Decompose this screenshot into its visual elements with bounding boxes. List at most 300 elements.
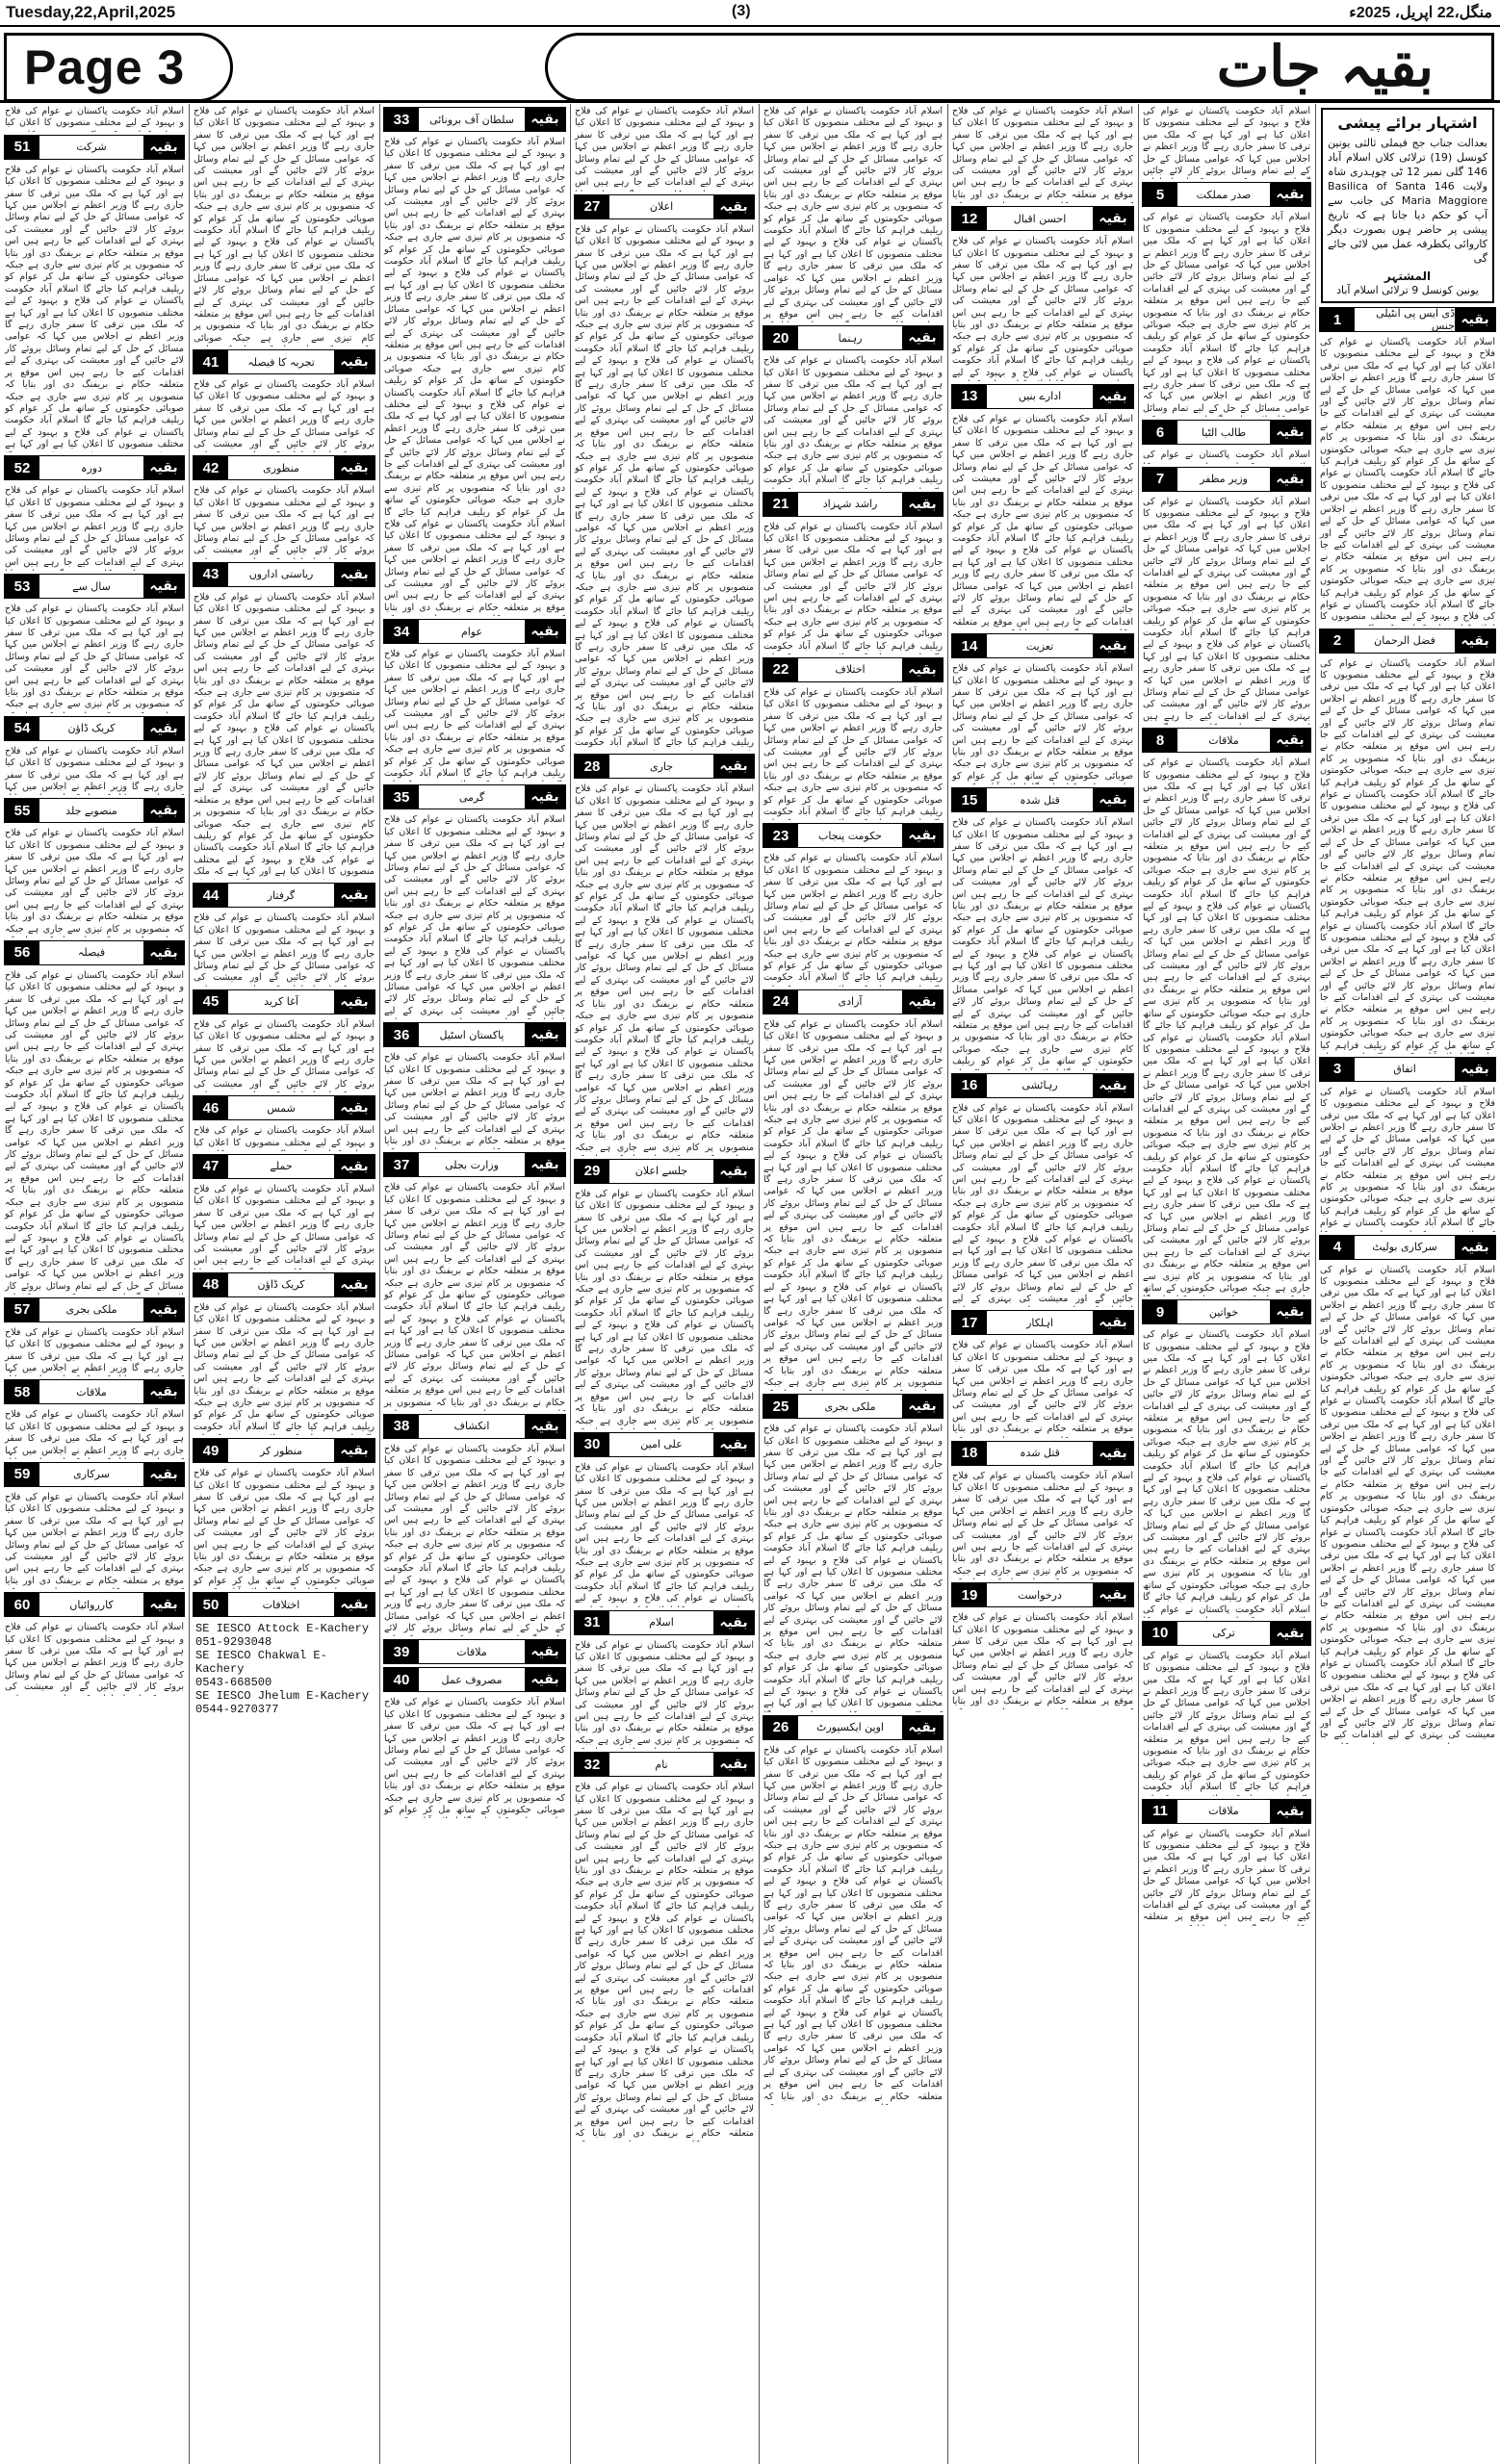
header-baqiya: بقیہ — [1270, 421, 1310, 444]
header-number: 3 — [1320, 1058, 1355, 1081]
header-baqiya: بقیہ — [713, 1753, 754, 1776]
header-number: 12 — [952, 207, 987, 230]
continuation-header-15 — [951, 787, 1134, 812]
header-baqiya: بقیہ — [525, 1153, 565, 1176]
header-baqiya: بقیہ — [1270, 183, 1310, 206]
header-title: گرفتار — [267, 888, 296, 902]
header-baqiya: بقیہ — [143, 1593, 184, 1616]
header-number: 14 — [952, 634, 987, 657]
page-label: Page 3 — [24, 40, 186, 94]
continuation-header-35 — [383, 784, 566, 809]
story-text: اسلام آباد حکومت پاکستان نے عوام کی فلاح و بہبود کے لیے مختلف منصوبوں کا اعلان کیا ہے اور کہا ہے کہ ملک میں ترقی کا سفر جاری رہے گا وزیر اعظم نے اجلاس میں کہا — [5, 1409, 184, 1456]
header-title: گرمی — [458, 790, 485, 804]
header-baqiya: بقیہ — [143, 575, 184, 598]
header-baqiya: بقیہ — [143, 136, 184, 159]
header-title: اعلان — [649, 200, 674, 214]
header-title: ملاقات — [1208, 1805, 1239, 1818]
story-text: اسلام آباد حکومت پاکستان نے عوام کی فلاح و بہبود کے لیے مختلف منصوبوں کا اعلان کیا ہے اور کہا ہے کہ ملک میں ترقی کا سفر جاری رہے گا وزیر اعظم نے اجلاس میں کہا کہ عوامی مسائل کے حل کے لیے تمام وسائل بروئے کار لائے جائیں گے اور معیشت کی بہتری کے لیے اقدامات کیے جا رہے ہیں اس موقع پر متعلقہ حکام نے بریفنگ دی اور بتایا کہ منصوبوں پر کام تیزی سے جاری ہے جبکہ صوبائی حکومتوں کے ساتھ مل کر عوام کو ریلیف فراہم کیا جائے گا اسلام آباد حکومت پاکستان نے عوام کی فلاح و بہبود کے لیے مختلف منصوبوں کا اعلان کیا ہے اور کہا ہے کہ ملک میں ترقی کا سفر جاری رہے گا وزیر اعظم نے اجلاس میں کہا کہ عوامی مسائل کے حل کے لیے تمام وسائل بروئے کار لائے جائیں گے اور معیشت کی بہتری کے لیے اقدامات کیے جا رہے ہیں اس موقع پر متعلقہ حکام نے بریفنگ دی اور بتایا کہ منصوبوں پر کام تیزی سے جاری ہے جبکہ صوبائی حکومتوں کے ساتھ مل کر عوام کو ریلیف فراہم کیا جائے گا اسلام آباد حکومت پاکستان نے عوام کی فلاح و بہبود کے لیے مختلف منصوبوں کا اعلان کیا ہے اور کہا ہے کہ ملک میں ترقی کا سفر جاری رہے گا وزیر اعظم نے اجلاس میں کہا کہ عوامی مسائل کے حل کے لیے تمام وسائل بروئے کار لائے جائیں گے اور معیشت کی بہتری کے لیے اقدامات کیے جا رہے ہیں اس موقع پر متعلقہ حکام نے بریفنگ دی اور بتایا کہ منصوبوں پر کام تیزی سے جاری ہے جبکہ — [763, 1018, 943, 1388]
continuation-header-19 — [951, 1582, 1134, 1607]
continuation-header-34 — [383, 619, 566, 644]
continuation-header-39 — [383, 1639, 566, 1664]
ad-signature: المشتہر — [1384, 270, 1432, 283]
continuation-header-25 — [763, 1394, 944, 1419]
header-baqiya: بقیہ — [902, 658, 943, 681]
column-6 — [381, 104, 568, 2464]
header-number: 44 — [194, 884, 228, 907]
header-baqiya: بقیہ — [713, 1611, 754, 1634]
story-text: اسلام آباد حکومت پاکستان نے عوام کی فلاح و بہبود کے لیے مختلف منصوبوں کا اعلان کیا ہے اور کہا ہے کہ ملک میں ترقی کا سفر جاری رہے گا وزیر اعظم نے اجلاس میں کہا کہ عوامی مسائل کے حل کے لیے تمام وسائل بروئے کار لائے جائیں گے اور معیشت کی بہتری کے لیے اقدامات کیے جا رہے ہیں اس موقع پر متعلقہ حکام نے بریفنگ دی اور بتایا کہ منصوبوں پر کام تیزی سے جاری ہے جبکہ صوبائی حکومتوں کے ساتھ مل کر عوام کو — [194, 1468, 375, 1586]
continuation-header-16 — [951, 1073, 1134, 1098]
header-title: جاری — [649, 759, 674, 773]
header-number: 18 — [952, 1442, 987, 1465]
header-title: علی امین — [640, 1438, 683, 1451]
story-text: اسلام آباد حکومت پاکستان نے عوام کی فلاح و بہبود کے لیے مختلف منصوبوں کا اعلان کیا ہے اور کہا ہے کہ ملک میں ترقی کا سفر جاری رہے گا وزیر اعظم نے اجلاس میں کہا کہ عوامی مسائل کے حل کے لیے تمام وسائل بروئے کار لائے جائیں گے اور معیشت کی بہتری کے لیے اقدامات کیے جا رہے ہیں اس موقع پر متعلقہ — [1143, 1828, 1310, 1923]
continuation-header-49 — [193, 1438, 375, 1463]
continuation-header-45 — [193, 989, 375, 1014]
header-number: 60 — [5, 1593, 39, 1616]
continuation-header-20 — [763, 325, 944, 350]
header-number: 56 — [5, 941, 39, 964]
header-number: 1 — [1320, 308, 1355, 331]
header-title: آزادی — [838, 995, 863, 1009]
intro-text: اسلام آباد حکومت پاکستان نے عوام کی فلاح و بہبود کے لیے مختلف منصوبوں کا اعلان کیا ہے اور کہا ہے کہ ملک میں ترقی کا سفر جاری رہے گا وزیر اعظم نے اجلاس میں کہا کہ عوامی مسائل کے حل کے لیے تمام وسائل بروئے کار لائے جائیں گے اور معیشت کی بہتری کے لیے اقدامات کیے جا رہے ہیں اس موقع پر متعلقہ حکام نے بریفنگ دی اور بتایا کہ منصوبوں پر کام تیزی سے جاری ہے جبکہ صوبائی حکومتوں کے ساتھ مل کر عوام کو ریلیف فراہم کیا جائے گا اسلام آباد حکومت پاکستان نے عوام کی فلاح و بہبود کے لیے مختلف منصوبوں کا اعلان کیا ہے اور کہا ہے کہ ملک میں ترقی کا سفر جاری رہے گا وزیر اعظم نے اجلاس میں کہا کہ عوامی مسائل کے حل کے لیے تمام وسائل بروئے کار لائے جائیں گے اور معیشت کی بہتری کے لیے اقدامات کیے جا رہے ہیں اس موقع پر — [763, 106, 943, 320]
header-title: ملاقات — [76, 1385, 107, 1399]
column-rule — [189, 104, 190, 2464]
columns-area — [0, 104, 1500, 2464]
continuation-header-7 — [1142, 467, 1311, 492]
story-text: اسلام آباد حکومت پاکستان نے عوام کی فلاح و بہبود کے لیے مختلف منصوبوں کا اعلان کیا ہے اور کہا ہے کہ ملک میں ترقی کا سفر جاری رہے گا وزیر اعظم نے اجلاس میں کہا کہ عوامی مسائل کے حل کے لیے تمام وسائل بروئے کار لائے جائیں گے اور معیشت کی بہتری کے لیے اقدامات کیے جا رہے ہیں اس موقع پر متعلقہ حکام نے بریفنگ دی اور بتایا کہ منصوبوں پر کام تیزی سے جاری ہے جبکہ صوبائی حکومتوں کے ساتھ مل کر عوام کو ریلیف فراہم کیا جائے گا اسلام آباد حکومت پاکستان نے عوام کی فلاح و بہبود کے لیے — [952, 236, 1133, 378]
continuation-header-4 — [1319, 1235, 1496, 1260]
continuation-header-29 — [574, 1159, 755, 1184]
title-box — [545, 33, 1494, 102]
story-text: اسلام آباد حکومت پاکستان نے عوام کی فلاح و بہبود کے لیے مختلف منصوبوں کا اعلان کیا ہے اور کہا ہے کہ ملک میں ترقی کا سفر جاری رہے گا وزیر اعظم نے اجلاس میں کہا کہ عوامی مسائل کے حل کے لیے تمام وسائل بروئے کار لائے جائیں گے اور معیشت کی بہتری کے لیے اقدامات کیے جا رہے ہیں اس موقع پر متعلقہ حکام نے بریفنگ دی اور بتایا کہ منصوبوں پر کام تیزی سے جاری ہے جبکہ صوبائی حکومتوں کے ساتھ مل کر عوام کو ریلیف فراہم کیا جائے گا اسلام آباد حکومت پاکستان نے عوام کی فلاح و بہبود کے لیے مختلف منصوبوں کا اعلان کیا ہے اور کہا ہے کہ ملک میں ترقی کا سفر جاری رہے گا وزیر اعظم نے اجلاس میں کہا کہ عوامی مسائل کے حل کے لیے تمام وسائل بروئے کار لائے جائیں گے اور معیشت کی بہتری کے لیے اقدامات کیے جا رہے ہیں اس موقع پر متعلقہ حکام نے بریفنگ دی اور بتایا کہ منصوبوں پر کام تیزی سے جاری ہے جبکہ صوبائی حکومتوں کے ساتھ مل کر عوام کو ریلیف فراہم کیا جائے گا اسلام آباد حکومت پاکستان نے عوام کی فلاح و بہبود کے لیے مختلف منصوبوں کا اعلان کیا ہے اور کہا ہے کہ ملک میں ترقی کا سفر جاری رہے گا وزیر اعظم نے اجلاس میں کہا کہ عوامی مسائل کے حل کے لیے تمام وسائل بروئے کار لائے جائیں گے اور معیشت کی بہتری کے لیے اقدامات کیے جا رہے ہیں اس موقع پر متعلقہ حکام نے بریفنگ دی اور بتایا کہ منصوبوں پر کام تیزی سے جاری ہے جبکہ صوبائی حکومتوں کے ساتھ مل کر عوام کو ریلیف فراہم کیا جائے گا اسلام آباد حکومت پاکستان نے عوام کی فلاح و بہبود کے لیے مختلف منصوبوں کا اعلان کیا ہے اور کہا ہے کہ ملک میں ترقی کا سفر جاری رہے گا وزیر اعظم نے اجلاس میں کہا کہ عوامی مسائل کے حل کے لیے تمام وسائل بروئے کار لائے جائیں گے اور معیشت کی بہتری کے لیے اقدامات کیے جا رہے ہیں اس موقع پر متعلقہ حکام نے بریفنگ دی اور بتایا — [384, 137, 565, 613]
header-number: 25 — [763, 1395, 798, 1418]
header-title: منظوری — [263, 461, 299, 475]
header-title: شمس — [267, 1101, 296, 1115]
masthead-rule — [0, 100, 1500, 103]
header-baqiya: بقیہ — [1270, 1300, 1310, 1323]
header-title: جلسے اعلان — [634, 1165, 688, 1178]
court-notice-ad — [1321, 108, 1494, 303]
header-baqiya: بقیہ — [334, 1155, 375, 1178]
header-baqiya: بقیہ — [1093, 207, 1133, 230]
continuation-header-18 — [951, 1441, 1134, 1466]
header-baqiya: بقیہ — [1270, 1800, 1310, 1823]
continuation-header-60 — [4, 1592, 185, 1617]
story-text: اسلام آباد حکومت پاکستان نے عوام کی فلاح و بہبود کے لیے مختلف منصوبوں کا اعلان کیا ہے اور کہا ہے کہ ملک میں ترقی کا سفر جاری رہے گا وزیر اعظم نے اجلاس میں کہا کہ عوامی مسائل کے حل کے لیے تمام وسائل بروئے کار لائے جائیں گے اور معیشت کی بہتری کے لیے اقدامات کیے جا رہے ہیں اس موقع پر متعلقہ حکام نے بریفنگ دی اور بتایا کہ منصوبوں پر کام تیزی سے جاری ہے جبکہ صوبائی حکومتوں کے ساتھ مل کر عوام کو ریلیف فراہم کیا جائے گا اسلام آباد حکومت پاکستان نے عوام — [1320, 1086, 1495, 1229]
header-number: 51 — [5, 136, 39, 159]
story-text: اسلام آباد حکومت پاکستان نے عوام کی فلاح و بہبود کے لیے مختلف منصوبوں کا اعلان کیا ہے اور کہا ہے کہ ملک میں ترقی کا سفر جاری رہے گا وزیر اعظم نے اجلاس میں کہا کہ عوامی مسائل کے حل کے لیے تمام وسائل بروئے کار لائے جائیں گے اور معیشت کی بہتری کے لیے اقدامات کیے جا رہے ہیں اس موقع پر متعلقہ حکام نے بریفنگ دی اور بتایا کہ منصوبوں پر کام تیزی سے جاری ہے جبکہ صوبائی حکومتوں کے ساتھ مل کر عوام کو ریلیف فراہم کیا جائے گا اسلام آباد حکومت پاکستان نے عوام کی فلاح و بہبود کے لیے مختلف منصوبوں کا اعلان کیا ہے اور کہا ہے کہ ملک میں ترقی کا سفر جاری رہے گا وزیر اعظم نے اجلاس میں کہا کہ عوامی مسائل کے حل کے لیے تمام وسائل بروئے کار لائے جائیں گے اور معیشت کی بہتری کے لیے اقدامات کیے جا رہے ہیں اس موقع پر متعلقہ حکام نے بریفنگ دی اور بتایا کہ منصوبوں پر کام تیزی سے جاری ہے جبکہ صوبائی حکومتوں کے ساتھ مل کر عوام کو ریلیف فراہم کیا جائے گا اسلام آباد حکومت پاکستان نے عوام کی فلاح و بہبود کے لیے مختلف منصوبوں کا اعلان کیا ہے اور کہا ہے کہ ملک میں ترقی کا سفر جاری رہے گا وزیر اعظم نے اجلاس میں کہا کہ عوامی مسائل کے حل کے لیے تمام وسائل بروئے کار لائے جائیں گے اور معیشت کی بہتری کے لیے اقدامات کیے جا رہے ہیں اس موقع پر متعلقہ حکام نے بریفنگ دی اور بتایا کہ منصوبوں پر کام تیزی سے جاری ہے جبکہ صوبائی حکومتوں کے ساتھ مل کر عوام کو ریلیف فراہم کیا جائے گا اسلام آباد حکومت پاکستان نے عوام کی فلاح و بہبود کے لیے مختلف منصوبوں کا اعلان کیا ہے اور کہا ہے کہ ملک میں ترقی کا سفر جاری رہے گا وزیر اعظم نے اجلاس میں کہا کہ عوامی مسائل کے حل کے لیے تمام وسائل بروئے کار لائے جائیں گے اور معیشت کی بہتری کے لیے اقدامات کیے جا — [1320, 1264, 1495, 1741]
continuation-header-57 — [4, 1297, 185, 1322]
header-title: انکشاف — [453, 1420, 490, 1433]
header-title: ادارے بنیں — [1018, 390, 1062, 403]
header-baqiya: بقیہ — [1270, 1622, 1310, 1645]
continuation-header-54 — [4, 716, 185, 741]
header-title: ملاقات — [456, 1645, 487, 1658]
column-8 — [2, 104, 187, 2464]
story-text: اسلام آباد حکومت پاکستان نے عوام کی فلاح و بہبود کے لیے مختلف منصوبوں کا اعلان کیا ہے اور کہا ہے کہ ملک میں ترقی کا سفر جاری رہے گا وزیر اعظم نے اجلاس میں کہا کہ عوامی مسائل کے حل کے لیے تمام وسائل بروئے کار لائے جائیں گے اور معیشت کی بہتری کے لیے اقدامات کیے جا رہے ہیں اس موقع پر متعلقہ حکام نے بریفنگ دی اور بتایا کہ منصوبوں پر کام تیزی سے جاری ہے جبکہ صوبائی حکومتوں کے ساتھ مل کر عوام کو ریلیف فراہم کیا جائے گا اسلام آباد حکومت پاکستان نے عوام کی فلاح و بہبود کے لیے مختلف منصوبوں کا اعلان کیا ہے اور کہا ہے کہ ملک میں ترقی کا سفر جاری رہے گا وزیر اعظم نے اجلاس میں کہا کہ عوامی مسائل کے حل کے لیے تمام وسائل بروئے کار لائے جائیں گے اور معیشت کی بہتری کے لیے اقدامات کیے جا رہے ہیں — [1143, 496, 1310, 722]
continuation-header-37 — [383, 1152, 566, 1177]
header-baqiya: بقیہ — [334, 350, 375, 373]
header-title: اوپن ایکسپورٹ — [816, 1721, 884, 1734]
header-number: 43 — [194, 563, 228, 586]
header-title: کریک ڈاؤن — [67, 722, 116, 735]
header-baqiya: بقیہ — [1093, 788, 1133, 811]
story-text: اسلام آباد حکومت پاکستان نے عوام کی فلاح و بہبود کے لیے مختلف منصوبوں کا اعلان کیا ہے اور کہا ہے کہ ملک میں ترقی کا سفر جاری رہے گا وزیر اعظم نے اجلاس میں کہا کہ عوامی مسائل کے حل کے لیے تمام وسائل بروئے کار لائے جائیں گے اور معیشت کی بہتری کے لیے اقدامات کیے جا رہے ہیں اس موقع پر متعلقہ حکام نے بریفنگ دی اور بتایا کہ منصوبوں پر کام تیزی سے جاری ہے جبکہ — [5, 603, 184, 710]
header-number: 7 — [1143, 468, 1177, 491]
header-number: 47 — [194, 1155, 228, 1178]
story-text: اسلام آباد حکومت پاکستان نے عوام کی فلاح و بہبود کے لیے مختلف منصوبوں کا اعلان کیا ہے اور کہا ہے کہ ملک میں ترقی کا سفر جاری رہے گا وزیر اعظم نے اجلاس میں کہا کہ عوامی مسائل کے حل کے لیے تمام وسائل بروئے کار لائے جائیں گے اور معیشت کی بہتری کے لیے اقدامات کیے جا رہے ہیں اس موقع پر متعلقہ حکام نے بریفنگ دی اور بتایا کہ منصوبوں پر کام تیزی سے جاری ہے جبکہ صوبائی حکومتوں کے ساتھ مل کر عوام کو ریلیف فراہم کیا جائے گا اسلام آباد حکومت پاکستان نے عوام کی فلاح و بہبود کے لیے مختلف منصوبوں کا اعلان کیا ہے اور کہا ہے کہ ملک میں ترقی کا سفر جاری رہے گا وزیر اعظم نے اجلاس میں کہا کہ عوامی مسائل کے حل کے لیے تمام وسائل بروئے کار لائے جائیں گے اور معیشت کی بہتری کے لیے — [384, 814, 565, 1016]
continuation-header-43 — [193, 562, 375, 587]
story-text: اسلام آباد حکومت پاکستان نے عوام کی فلاح و بہبود کے لیے مختلف منصوبوں کا اعلان کیا ہے اور کہا ہے کہ ملک میں ترقی کا سفر جاری رہے گا وزیر اعظم نے اجلاس میں کہا کہ عوامی مسائل کے حل کے لیے تمام وسائل بروئے کار لائے جائیں گے اور معیشت کی بہتری کے لیے اقدامات کیے جا رہے ہیں اس موقع پر متعلقہ حکام نے بریفنگ دی اور بتایا کہ منصوبوں پر کام تیزی سے جاری ہے جبکہ صوبائی حکومتوں کے ساتھ مل کر عوام کو ریلیف فراہم کیا جائے گا اسلام آباد حکومت — [194, 1301, 375, 1432]
continuation-header-51 — [4, 135, 185, 160]
story-text: اسلام آباد حکومت پاکستان نے عوام کی فلاح و بہبود کے لیے مختلف منصوبوں کا اعلان کیا ہے اور کہا ہے کہ ملک میں ترقی کا سفر جاری رہے گا وزیر اعظم نے اجلاس میں کہا کہ عوامی مسائل کے حل کے لیے تمام وسائل بروئے کار لائے جائیں گے اور معیشت کی بہتری کے لیے اقدامات کیے جا رہے ہیں اس موقع پر متعلقہ حکام نے بریفنگ دی اور بتایا کہ منصوبوں پر کام تیزی سے جاری ہے جبکہ صوبائی حکومتوں کے ساتھ مل کر عوام کو ریلیف فراہم کیا جائے گا اسلام آباد حکومت پاکستان نے عوام کی فلاح و بہبود کے لیے مختلف منصوبوں کا اعلان کیا ہے اور کہا ہے کہ ملک میں ترقی کا سفر جاری رہے گا وزیر اعظم نے اجلاس میں کہا کہ عوامی مسائل کے حل کے لیے تمام وسائل بروئے کار لائے جائیں گے اور معیشت کی بہتری کے لیے اقدامات کیے جا رہے ہیں اس موقع پر متعلقہ حکام نے بریفنگ دی اور بتایا کہ منصوبوں پر کام تیزی سے جاری ہے جبکہ صوبائی حکومتوں کے ساتھ مل کر عوام کو ریلیف فراہم کیا جائے گا اسلام آباد حکومت پاکستان نے عوام کی فلاح و بہبود کے لیے مختلف منصوبوں کا اعلان کیا ہے اور کہا ہے کہ ملک میں ترقی کا سفر جاری رہے گا وزیر اعظم نے اجلاس میں کہا کہ عوامی مسائل کے حل کے لیے تمام وسائل بروئے کار — [5, 969, 184, 1292]
header-number: 8 — [1143, 729, 1177, 752]
story-text: اسلام آباد حکومت پاکستان نے عوام کی فلاح و بہبود کے لیے مختلف منصوبوں کا اعلان کیا ہے اور کہا ہے کہ ملک میں ترقی کا سفر جاری رہے گا وزیر اعظم نے اجلاس میں کہا کہ عوامی مسائل کے حل کے لیے تمام وسائل بروئے کار لائے جائیں گے اور معیشت کی بہتری کے لیے اقدامات کیے جا رہے ہیں اس موقع پر متعلقہ حکام نے بریفنگ دی اور بتایا کہ منصوبوں پر کام تیزی سے جاری ہے جبکہ صوبائی حکومتوں کے ساتھ مل کر عوام کو ریلیف فراہم کیا جائے گا اسلام آباد حکومت پاکستان نے عوام کی فلاح و بہبود کے لیے مختلف منصوبوں کا اعلان کیا ہے اور کہا ہے کہ ملک میں ترقی کا سفر جاری رہے گا وزیر اعظم نے اجلاس میں کہا کہ عوامی مسائل کے حل کے لیے تمام وسائل بروئے کار لائے جائیں گے اور معیشت کی بہتری کے لیے — [952, 1102, 1133, 1305]
header-number: 33 — [384, 108, 419, 131]
header-baqiya: بقیہ — [143, 1298, 184, 1322]
column-rule — [947, 104, 948, 2464]
ekachery-list — [194, 1620, 375, 1718]
column-rule — [570, 104, 571, 2464]
story-text: اسلام آباد حکومت پاکستان نے عوام کی فلاح و بہبود کے لیے مختلف منصوبوں کا اعلان کیا ہے اور کہا ہے کہ ملک میں ترقی کا سفر جاری رہے گا وزیر اعظم نے اجلاس میں کہا کہ عوامی مسائل کے حل کے لیے تمام وسائل بروئے کار لائے جائیں گے اور معیشت کی بہتری کے لیے اقدامات کیے جا رہے ہیں اس موقع پر متعلقہ حکام نے بریفنگ دی اور بتایا کہ منصوبوں پر کام تیزی سے جاری ہے جبکہ صوبائی حکومتوں کے ساتھ مل کر عوام کو ریلیف فراہم کیا جائے گا اسلام آباد حکومت پاکستان نے عوام کی فلاح و بہبود کے لیے — [575, 1461, 754, 1604]
column-3 — [949, 104, 1136, 2464]
header-number: 52 — [5, 456, 39, 479]
story-text: اسلام آباد حکومت پاکستان نے عوام کی فلاح و بہبود کے لیے مختلف منصوبوں کا اعلان کیا ہے اور کہا ہے کہ ملک میں ترقی کا سفر جاری رہے گا وزیر اعظم نے اجلاس میں کہا کہ عوامی مسائل کے حل کے لیے تمام وسائل بروئے کار لائے جائیں گے اور معیشت کی بہتری کے لیے اقدامات کیے جا رہے ہیں اس موقع پر متعلقہ حکام نے بریفنگ دی اور بتایا کہ منصوبوں پر کام تیزی سے جاری ہے جبکہ صوبائی حکومتوں کے ساتھ مل کر عوام کو ریلیف فراہم کیا جائے گا اسلام آباد حکومت — [763, 355, 943, 486]
story-text: اسلام آباد حکومت پاکستان نے عوام کی فلاح و بہبود کے لیے مختلف منصوبوں کا اعلان کیا ہے اور کہا ہے کہ ملک میں ترقی کا سفر جاری رہے گا وزیر اعظم نے اجلاس میں کہا کہ عوامی مسائل کے حل کے لیے تمام وسائل بروئے کار لائے جائیں گے اور معیشت کی بہتری کے لیے اقدامات کیے جا رہے ہیں اس موقع پر متعلقہ حکام نے بریفنگ دی اور بتایا کہ منصوبوں پر کام تیزی سے جاری ہے جبکہ صوبائی حکومتوں کے ساتھ مل کر عوام کو ریلیف فراہم کیا جائے گا اسلام آباد حکومت پاکستان نے عوام کی فلاح و بہبود کے لیے مختلف منصوبوں کا اعلان کیا ہے اور کہا ہے کہ ملک میں ترقی کا سفر جاری رہے گا وزیر اعظم نے اجلاس میں کہا کہ عوامی مسائل کے حل کے لیے تمام وسائل بروئے کار لائے جائیں گے اور معیشت کی بہتری کے لیے اقدامات کیے جا رہے ہیں اس موقع پر متعلقہ حکام نے بریفنگ دی اور بتایا کہ منصوبوں پر کام تیزی سے جاری ہے جبکہ صوبائی حکومتوں کے ساتھ مل کر عوام کو ریلیف فراہم کیا جائے گا اسلام آباد حکومت پاکستان نے عوام کی — [1143, 1329, 1310, 1615]
header-title: رہنما — [838, 331, 863, 345]
story-text: اسلام آباد حکومت پاکستان نے عوام کی فلاح و بہبود کے لیے مختلف منصوبوں کا اعلان کیا ہے اور کہا ہے کہ ملک میں ترقی کا سفر جاری رہے گا وزیر اعظم نے اجلاس میں کہا کہ عوامی مسائل کے حل کے لیے تمام وسائل بروئے کار لائے جائیں گے اور معیشت کی بہتری کے لیے اقدامات کیے جا رہے ہیں اس موقع پر متعلقہ حکام نے بریفنگ دی اور بتایا کہ منصوبوں پر کام تیزی سے جاری ہے جبکہ صوبائی حکومتوں کے ساتھ مل کر عوام کو ریلیف فراہم کیا جائے گا اسلام آباد حکومت — [763, 853, 943, 984]
header-title: طالب الٹیا — [1201, 425, 1247, 439]
header-baqiya: بقیہ — [902, 1395, 943, 1418]
story-text: اسلام آباد حکومت پاکستان نے عوام کی فلاح و بہبود کے لیے مختلف منصوبوں کا اعلان کیا ہے اور کہا ہے کہ ملک میں ترقی کا سفر جاری رہے گا وزیر اعظم نے اجلاس میں کہا کہ عوامی مسائل کے حل کے لیے تمام وسائل بروئے کار لائے جائیں گے اور معیشت کی بہتری کے لیے اقدامات کیے جا رہے ہیں اس موقع پر متعلقہ حکام نے بریفنگ دی اور بتایا کہ منصوبوں پر کام تیزی سے جاری ہے جبکہ صوبائی حکومتوں کے ساتھ مل کر عوام کو — [952, 663, 1133, 782]
continuation-header-41 — [193, 349, 375, 374]
header-number: 54 — [5, 717, 39, 740]
continuation-header-6 — [1142, 420, 1311, 445]
header-title: ملاقات — [1208, 733, 1239, 747]
header-baqiya: بقیہ — [525, 620, 565, 643]
continuation-header-33 — [383, 107, 566, 132]
header-baqiya: بقیہ — [525, 1023, 565, 1046]
story-text: اسلام آباد حکومت پاکستان نے عوام کی فلاح و بہبود کے لیے مختلف منصوبوں کا اعلان کیا ہے اور کہا ہے کہ ملک میں ترقی کا سفر جاری رہے گا وزیر اعظم نے اجلاس میں کہا کہ عوامی مسائل کے حل کے لیے تمام وسائل بروئے کار لائے جائیں گے اور معیشت کی بہتری کے لیے اقدامات کیے جا رہے ہیں اس موقع پر متعلقہ حکام نے بریفنگ دی اور بتایا کہ منصوبوں پر کام تیزی سے جاری ہے جبکہ صوبائی حکومتوں کے ساتھ مل کر عوام کو ریلیف فراہم کیا جائے گا اسلام آباد حکومت پاکستان نے عوام کی فلاح و بہبود کے لیے مختلف منصوبوں کا اعلان کیا ہے اور کہا ہے کہ ملک میں ترقی کا سفر جاری رہے گا وزیر اعظم نے اجلاس میں کہا کہ عوامی مسائل کے حل کے لیے تمام وسائل بروئے کار لائے جائیں گے اور معیشت کی بہتری کے لیے اقدامات کیے جا رہے ہیں اس موقع پر متعلقہ حکام نے بریفنگ دی اور بتایا کہ منصوبوں پر — [384, 1182, 565, 1408]
header-number: 2 — [1320, 629, 1355, 653]
continuation-header-24 — [763, 989, 944, 1014]
story-text: اسلام آباد حکومت پاکستان نے عوام کی فلاح و بہبود کے لیے مختلف منصوبوں کا اعلان کیا ہے اور کہا ہے کہ ملک میں ترقی کا سفر جاری رہے گا وزیر اعظم نے اجلاس میں کہا کہ عوامی مسائل کے حل کے لیے تمام وسائل بروئے کار لائے جائیں گے اور معیشت کی بہتری کے لیے اقدامات کیے جا رہے ہیں اس موقع پر متعلقہ حکام نے بریفنگ دی اور بتایا کہ منصوبوں پر کام تیزی سے جاری ہے جبکہ صوبائی حکومتوں کے ساتھ مل کر عوام کو ریلیف فراہم کیا جائے گا اسلام آباد حکومت پاکستان نے عوام کی فلاح و بہبود کے لیے مختلف منصوبوں کا اعلان کیا ہے اور کہا ہے کہ ملک میں ترقی کا سفر جاری رہے گا وزیر اعظم نے اجلاس میں کہا کہ عوامی مسائل کے حل کے لیے تمام وسائل بروئے کار لائے جائیں گے اور معیشت کی بہتری کے لیے اقدامات کیے جا رہے ہیں اس موقع پر متعلقہ حکام نے بریفنگ دی اور بتایا کہ منصوبوں پر کام تیزی سے جاری ہے جبکہ صوبائی حکومتوں کے ساتھ مل کر عوام کو ریلیف فراہم کیا جائے گا اسلام آباد حکومت پاکستان نے عوام کی فلاح و بہبود کے لیے مختلف منصوبوں کا اعلان کیا ہے اور کہا ہے — [763, 1424, 943, 1709]
header-number: 39 — [384, 1640, 419, 1663]
story-text: اسلام آباد حکومت پاکستان نے عوام کی فلاح و بہبود کے لیے مختلف منصوبوں کا اعلان کیا ہے اور کہا ہے کہ ملک میں ترقی کا سفر جاری رہے گا وزیر اعظم نے اجلاس میں کہا کہ عوامی مسائل کے حل کے لیے تمام وسائل بروئے کار لائے جائیں گے اور معیشت کی بہتری کے لیے اقدامات کیے جا رہے ہیں اس موقع پر متعلقہ حکام نے بریفنگ دی اور بتایا کہ منصوبوں پر کام تیزی سے جاری ہے جبکہ صوبائی حکومتوں کے ساتھ مل کر عوام کو ریلیف فراہم کیا جائے گا اسلام آباد حکومت پاکستان نے عوام کی فلاح و بہبود کے لیے مختلف منصوبوں کا اعلان کیا ہے اور کہا ہے کہ ملک میں ترقی کا سفر جاری رہے گا وزیر اعظم نے اجلاس میں کہا کہ عوامی مسائل کے حل کے لیے تمام وسائل بروئے کار لائے جائیں گے اور معیشت کی بہتری کے لیے اقدامات کیے جا رہے ہیں اس موقع پر متعلقہ حکام نے بریفنگ دی اور بتایا کہ منصوبوں پر کام تیزی سے جاری ہے جبکہ صوبائی حکومتوں کے ساتھ مل کر عوام کو ریلیف فراہم کیا جائے گا اسلام آباد حکومت پاکستان نے عوام کی فلاح و بہبود کے لیے مختلف منصوبوں کا اعلان کیا ہے اور کہا ہے کہ ملک میں ترقی کا سفر جاری رہے گا وزیر اعظم نے اجلاس میں کہا کہ عوامی مسائل کے حل کے لیے تمام وسائل بروئے کار لائے جائیں گے اور معیشت کی بہتری کے لیے اقدامات کیے جا رہے ہیں اس موقع پر متعلقہ حکام نے بریفنگ دی اور بتایا کہ منصوبوں پر کام تیزی سے جاری ہے جبکہ صوبائی حکومتوں کے ساتھ مل کر عوام کو ریلیف فراہم کیا جائے گا اسلام آباد حکومت پاکستان نے عوام کی فلاح و بہبود کے لیے مختلف منصوبوں کا اعلان کیا ہے اور کہا ہے کہ ملک میں ترقی کا سفر جاری رہے گا وزیر اعظم نے اجلاس میں کہا کہ عوامی مسائل کے حل کے لیے تمام وسائل بروئے کار لائے جائیں گے اور معیشت کی بہتری کے لیے اقدامات کیے جا رہے ہیں اس موقع پر متعلقہ حکام نے بریفنگ دی اور بتایا کہ منصوبوں پر کام تیزی سے جاری ہے جبکہ صوبائی حکومتوں کے ساتھ مل کر عوام کو ریلیف فراہم کیا جائے گا اسلام آباد حکومت — [575, 223, 754, 749]
header-number: 34 — [384, 620, 419, 643]
story-text: اسلام آباد حکومت پاکستان نے عوام کی فلاح و بہبود کے لیے مختلف منصوبوں کا اعلان کیا ہے اور کہا ہے کہ ملک میں ترقی کا سفر جاری رہے گا وزیر اعظم نے اجلاس میں کہا کہ عوامی مسائل کے حل کے لیے تمام وسائل بروئے کار لائے جائیں گے اور معیشت کی بہتری کے لیے اقدامات کیے جا رہے ہیں اس موقع پر متعلقہ حکام نے بریفنگ دی اور بتایا — [5, 1491, 184, 1586]
header-title: سال سے — [72, 579, 111, 593]
continuation-header-26 — [763, 1715, 944, 1740]
story-text: اسلام آباد حکومت پاکستان نے عوام کی فلاح و بہبود کے لیے مختلف منصوبوں کا اعلان کیا ہے اور کہا ہے کہ ملک میں ترقی کا سفر جاری رہے گا وزیر اعظم نے اجلاس میں کہا کہ عوامی مسائل کے حل کے لیے تمام وسائل بروئے کار لائے جائیں گے اور معیشت کی بہتری کے لیے اقدامات کیے جا رہے ہیں اس موقع پر متعلقہ حکام نے بریفنگ دی اور بتایا کہ منصوبوں پر کام تیزی سے جاری ہے جبکہ صوبائی حکومتوں کے ساتھ مل کر عوام کو ریلیف فراہم کیا جائے گا اسلام آباد حکومت پاکستان نے عوام کی فلاح و بہبود کے لیے مختلف منصوبوں کا اعلان کیا ہے اور کہا ہے کہ ملک میں ترقی کا سفر جاری رہے گا وزیر اعظم نے اجلاس میں کہا کہ عوامی مسائل کے حل کے لیے تمام وسائل بروئے کار لائے — [384, 1443, 565, 1634]
page-number: (3) — [732, 3, 751, 19]
story-text: اسلام آباد حکومت پاکستان نے عوام کی فلاح و بہبود کے لیے مختلف منصوبوں کا اعلان کیا ہے اور کہا ہے کہ ملک میں ترقی کا سفر جاری رہے گا وزیر اعظم نے اجلاس میں کہا کہ عوامی مسائل کے حل کے لیے تمام وسائل بروئے کار لائے جائیں گے اور معیشت کی بہتری کے لیے اقدامات کیے جا رہے ہیں اس موقع پر متعلقہ حکام نے بریفنگ دی اور بتایا کہ منصوبوں پر کام تیزی سے جاری ہے جبکہ صوبائی حکومتوں کے ساتھ مل کر عوام کو ریلیف فراہم کیا جائے گا اسلام آباد حکومت پاکستان نے عوام کی فلاح و بہبود کے لیے مختلف منصوبوں کا اعلان کیا ہے اور کہا ہے کہ ملک میں ترقی کا سفر جاری رہے گا وزیر اعظم نے اجلاس میں کہا کہ عوامی مسائل کے حل کے لیے تمام وسائل بروئے کار لائے جائیں گے اور معیشت کی بہتری کے لیے اقدامات کیے جا رہے ہیں اس موقع پر متعلقہ حکام نے بریفنگ دی اور بتایا کہ منصوبوں پر کام تیزی سے جاری ہے جبکہ صوبائی حکومتوں کے ساتھ مل کر عوام کو ریلیف فراہم کیا جائے گا اسلام آباد حکومت پاکستان نے عوام کی فلاح و بہبود کے لیے مختلف منصوبوں کا اعلان کیا ہے اور کہا ہے — [5, 164, 184, 450]
story-text: اسلام آباد حکومت پاکستان نے عوام کی فلاح و بہبود کے لیے مختلف منصوبوں کا اعلان کیا ہے اور کہا ہے کہ ملک میں ترقی کا سفر جاری رہے گا وزیر اعظم نے اجلاس میں کہا کہ عوامی مسائل کے حل کے لیے تمام وسائل بروئے کار لائے جائیں گے اور معیشت کی بہتری کے لیے اقدامات کیے جا رہے ہیں اس موقع پر متعلقہ حکام نے بریفنگ دی اور بتایا کہ منصوبوں پر کام تیزی سے جاری ہے جبکہ صوبائی حکومتوں کے ساتھ مل کر عوام کو ریلیف فراہم کیا جائے گا اسلام آباد حکومت پاکستان نے عوام کی فلاح و بہبود کے لیے مختلف منصوبوں کا اعلان کیا ہے اور کہا ہے کہ ملک میں ترقی کا سفر جاری رہے گا وزیر اعظم نے اجلاس میں کہا کہ عوامی مسائل کے حل کے لیے تمام وسائل بروئے کار لائے جائیں گے اور معیشت کی بہتری کے لیے اقدامات کیے جا رہے ہیں اس موقع پر متعلقہ حکام نے بریفنگ دی اور بتایا کہ منصوبوں پر کام تیزی سے جاری ہے جبکہ صوبائی حکومتوں کے ساتھ مل کر عوام کو ریلیف فراہم کیا جائے گا اسلام آباد حکومت پاکستان نے عوام کی فلاح و بہبود کے لیے مختلف منصوبوں کا اعلان کیا ہے اور کہا ہے کہ ملک میں ترقی کا سفر جاری رہے گا وزیر اعظم نے اجلاس میں کہا کہ عوامی مسائل کے حل کے لیے تمام وسائل بروئے کار لائے جائیں گے اور معیشت کی بہتری کے لیے اقدامات کیے جا رہے ہیں اس موقع پر متعلقہ حکام نے بریفنگ دی اور بتایا کہ — [575, 1782, 754, 2139]
column-7 — [191, 104, 377, 2464]
header-title: اتفاق — [1393, 1063, 1416, 1076]
header-title: سرکاری — [73, 1468, 110, 1481]
header-baqiya: بقیہ — [143, 717, 184, 740]
header-title: وزارت بجلی — [445, 1158, 499, 1171]
header-title: سلطان آف برونائی — [429, 113, 514, 126]
top-date-line — [0, 0, 1500, 27]
continuation-header-52 — [4, 455, 185, 480]
continuation-header-17 — [951, 1310, 1134, 1335]
ekachery-line: SE IESCO Chakwal E-Kachery — [195, 1649, 327, 1677]
story-text: اسلام آباد حکومت پاکستان نے عوام کی فلاح و بہبود کے لیے مختلف منصوبوں کا اعلان کیا ہے اور کہا ہے کہ ملک میں ترقی کا سفر جاری رہے گا وزیر اعظم نے اجلاس میں کہا کہ عوامی مسائل کے حل کے لیے تمام وسائل بروئے کار لائے جائیں گے اور معیشت کی بہتری کے لیے اقدامات کیے جا رہے ہیں اس موقع پر متعلقہ حکام نے بریفنگ دی اور بتایا کہ منصوبوں پر کام تیزی سے جاری ہے جبکہ صوبائی حکومتوں کے ساتھ مل کر عوام کو ریلیف فراہم کیا جائے گا اسلام آباد حکومت پاکستان نے عوام کی فلاح و بہبود کے لیے مختلف منصوبوں کا اعلان کیا ہے اور کہا ہے کہ ملک میں ترقی کا سفر جاری رہے گا وزیر اعظم نے اجلاس میں کہا کہ عوامی مسائل کے حل کے لیے تمام وسائل بروئے کار لائے جائیں گے اور معیشت کی بہتری کے لیے اقدامات کیے جا رہے ہیں اس موقع پر متعلقہ حکام نے بریفنگ دی اور بتایا کہ منصوبوں پر کام تیزی سے جاری ہے جبکہ صوبائی حکومتوں کے ساتھ مل کر عوام کو ریلیف فراہم کیا جائے گا اسلام آباد حکومت پاکستان نے عوام کی فلاح و بہبود کے لیے مختلف منصوبوں کا اعلان کیا ہے اور کہا ہے کہ ملک میں ترقی کا سفر جاری رہے گا وزیر اعظم نے اجلاس میں کہا کہ عوامی مسائل کے حل کے لیے تمام وسائل بروئے کار لائے جائیں گے اور معیشت کی بہتری کے لیے اقدامات کیے جا رہے ہیں اس موقع پر متعلقہ حکام نے بریفنگ دی اور بتایا کہ منصوبوں پر کام تیزی سے جاری ہے جبکہ صوبائی حکومتوں کے ساتھ مل کر عوام کو ریلیف فراہم کیا — [1320, 657, 1495, 1051]
ekachery-line: SE IESCO Jhelum E-Kachery — [195, 1689, 370, 1704]
header-number: 37 — [384, 1153, 419, 1176]
header-number: 6 — [1143, 421, 1177, 444]
header-number: 30 — [575, 1433, 609, 1456]
continuation-header-56 — [4, 940, 185, 965]
intro-text: اسلام آباد حکومت پاکستان نے عوام کی فلاح و بہبود کے لیے مختلف منصوبوں کا اعلان کیا ہے اور کہا ہے کہ ملک میں ترقی کا سفر جاری رہے گا وزیر اعظم نے اجلاس میں کہا کہ عوامی مسائل کے حل کے لیے تمام وسائل بروئے کار لائے جائیں گے اور معیشت کی بہتری کے لیے اقدامات کیے جا رہے ہیں اس — [575, 106, 754, 189]
continuation-header-2 — [1319, 629, 1496, 654]
header-baqiya: بقیہ — [1270, 468, 1310, 491]
header-title: ریاستی اداروں — [248, 568, 314, 581]
header-baqiya: بقیہ — [713, 1433, 754, 1456]
header-baqiya: بقیہ — [1093, 385, 1133, 408]
column-2 — [1140, 104, 1313, 2464]
header-baqiya: بقیہ — [1093, 1442, 1133, 1465]
continuation-header-36 — [383, 1022, 566, 1047]
continuation-header-12 — [951, 206, 1134, 231]
continuation-header-31 — [574, 1610, 755, 1635]
header-number: 59 — [5, 1463, 39, 1486]
story-text: اسلام آباد حکومت پاکستان نے عوام کی فلاح و بہبود کے لیے مختلف منصوبوں کا اعلان کیا ہے اور کہا ہے کہ ملک میں ترقی کا سفر جاری رہے گا وزیر اعظم نے اجلاس میں کہا کہ عوامی مسائل کے حل کے لیے تمام وسائل بروئے کار لائے جائیں گے اور معیشت کی بہتری کے لیے اقدامات کیے جا رہے ہیں اس موقع پر متعلقہ حکام نے بریفنگ دی اور بتایا کہ منصوبوں پر کام تیزی سے جاری ہے جبکہ — [952, 1470, 1133, 1577]
intro-text: اسلام آباد حکومت پاکستان نے عوام کی فلاح و بہبود کے لیے مختلف منصوبوں کا اعلان کیا ہے اور کہا ہے کہ ملک میں ترقی کا سفر جاری رہے گا وزیر اعظم نے اجلاس میں کہا کہ عوامی مسائل کے حل کے لیے تمام وسائل بروئے کار لائے جائیں — [1143, 106, 1310, 177]
header-title: حکومت پنجاب — [818, 829, 882, 842]
header-baqiya: بقیہ — [1455, 308, 1495, 331]
story-text: اسلام آباد حکومت پاکستان نے عوام کی فلاح و بہبود کے لیے مختلف منصوبوں کا اعلان کیا ہے اور کہا ہے کہ ملک میں ترقی کا سفر جاری رہے گا وزیر اعظم نے اجلاس میں کہا کہ عوامی مسائل کے حل کے لیے تمام وسائل بروئے کار لائے جائیں گے اور معیشت کی بہتری کے لیے اقدامات کیے جا رہے ہیں اس — [194, 1183, 375, 1267]
header-number: 58 — [5, 1380, 39, 1403]
column-rule — [1138, 104, 1139, 2464]
header-title: کریک ڈاؤن — [257, 1278, 305, 1292]
continuation-header-28 — [574, 754, 755, 779]
header-baqiya: بقیہ — [1093, 1311, 1133, 1334]
intro-text: اسلام آباد حکومت پاکستان نے عوام کی فلاح و بہبود کے لیے مختلف منصوبوں کا اعلان کیا — [5, 106, 184, 129]
header-baqiya: بقیہ — [143, 941, 184, 964]
continuation-header-50 — [193, 1592, 375, 1617]
header-number: 9 — [1143, 1300, 1177, 1323]
ekachery-line: 051-9293048 — [195, 1635, 272, 1650]
continuation-header-58 — [4, 1379, 185, 1404]
header-baqiya: بقیہ — [713, 195, 754, 218]
story-text: اسلام آباد حکومت پاکستان نے عوام کی فلاح و بہبود کے لیے مختلف منصوبوں کا اعلان کیا ہے اور کہا ہے کہ ملک میں ترقی کا سفر جاری رہے گا وزیر اعظم نے اجلاس میں کہا کہ عوامی مسائل کے حل کے لیے تمام وسائل بروئے کار لائے جائیں گے اور معیشت کی بہتری کے لیے اقدامات کیے جا رہے ہیں اس موقع پر متعلقہ حکام نے بریفنگ دی اور بتایا کہ منصوبوں پر کام تیزی سے جاری ہے جبکہ صوبائی حکومتوں کے ساتھ مل کر عوام کو ریلیف فراہم کیا جائے گا اسلام آباد حکومت — [763, 521, 943, 652]
header-baqiya: بقیہ — [1455, 629, 1495, 653]
continuation-header-13 — [951, 384, 1134, 409]
header-title: ترکی — [1212, 1627, 1235, 1640]
header-title: احسن اقبال — [1013, 212, 1067, 225]
header-baqiya: بقیہ — [1455, 1236, 1495, 1259]
header-baqiya: بقیہ — [902, 326, 943, 349]
header-title: دورہ — [81, 461, 102, 475]
continuation-header-44 — [193, 883, 375, 908]
continuation-header-23 — [763, 823, 944, 848]
header-baqiya: بقیہ — [334, 990, 375, 1014]
header-number: 46 — [194, 1096, 228, 1119]
header-title: راشد شہزاد — [822, 498, 878, 511]
header-number: 42 — [194, 456, 228, 479]
header-number: 48 — [194, 1273, 228, 1296]
header-baqiya: بقیہ — [1093, 634, 1133, 657]
header-baqiya: بقیہ — [902, 493, 943, 516]
header-title: ملکی بجری — [65, 1303, 117, 1317]
continuation-header-27 — [574, 194, 755, 219]
continuation-header-1 — [1319, 307, 1496, 332]
column-rule — [1315, 104, 1316, 2464]
header-baqiya: بقیہ — [902, 824, 943, 847]
header-number: 55 — [5, 799, 39, 822]
intro-text: اسلام آباد حکومت پاکستان نے عوام کی فلاح و بہبود کے لیے مختلف منصوبوں کا اعلان کیا ہے اور کہا ہے کہ ملک میں ترقی کا سفر جاری رہے گا وزیر اعظم نے اجلاس میں کہا کہ عوامی مسائل کے حل کے لیے تمام وسائل بروئے کار لائے جائیں گے اور معیشت کی بہتری کے لیے اقدامات کیے جا رہے ہیں اس موقع پر متعلقہ حکام نے بریفنگ دی اور بتایا کہ منصوبوں پر کام تیزی سے جاری ہے جبکہ صوبائی حکومتوں کے ساتھ مل کر عوام کو ریلیف فراہم کیا جائے گا اسلام آباد حکومت پاکستان نے عوام کی فلاح و بہبود کے لیے مختلف منصوبوں کا اعلان کیا ہے اور کہا ہے کہ ملک میں ترقی کا سفر جاری رہے گا وزیر اعظم نے اجلاس میں کہا کہ عوامی مسائل کے حل کے لیے تمام وسائل بروئے کار لائے جائیں گے اور معیشت کی بہتری کے لیے اقدامات کیے جا رہے ہیں اس موقع پر متعلقہ حکام نے بریفنگ دی اور بتایا کہ منصوبوں پر کام تیزی سے جاری ہے جبکہ صوبائی — [194, 106, 375, 344]
header-baqiya: بقیہ — [902, 1716, 943, 1739]
header-number: 24 — [763, 990, 798, 1014]
story-text: اسلام آباد حکومت پاکستان نے عوام کی فلاح و بہبود کے لیے مختلف منصوبوں کا اعلان کیا ہے اور کہا ہے کہ ملک میں ترقی کا سفر جاری رہے گا وزیر اعظم نے اجلاس میں کہا کہ عوامی مسائل کے حل کے لیے تمام وسائل بروئے کار لائے جائیں گے اور معیشت کی بہتری کے لیے اقدامات کیے جا رہے ہیں اس موقع پر متعلقہ حکام نے بریفنگ دی اور بتایا کہ منصوبوں پر کام تیزی سے جاری ہے جبکہ — [575, 1639, 754, 1746]
continuation-header-10 — [1142, 1621, 1311, 1646]
header-baqiya: بقیہ — [143, 799, 184, 822]
header-baqiya: بقیہ — [334, 884, 375, 907]
header-title: اہلکار — [1026, 1316, 1053, 1329]
story-text: اسلام آباد حکومت پاکستان نے عوام کی فلاح و بہبود کے لیے مختلف منصوبوں کا اعلان کیا ہے اور کہا ہے کہ ملک میں ترقی کا سفر جاری رہے گا وزیر اعظم نے اجلاس میں کہا کہ عوامی مسائل کے حل کے لیے تمام وسائل بروئے کار لائے جائیں گے اور معیشت کی بہتری کے لیے اقدامات کیے جا رہے ہیں اس — [5, 485, 184, 568]
continuation-header-9 — [1142, 1299, 1311, 1324]
story-text: اسلام آباد حکومت پاکستان نے عوام کی فلاح و بہبود کے لیے مختلف منصوبوں کا اعلان کیا ہے اور کہا ہے کہ ملک میں ترقی کا سفر جاری رہے گا وزیر اعظم نے اجلاس میں کہا کہ عوامی مسائل کے حل کے لیے تمام وسائل بروئے کار لائے جائیں گے اور معیشت کی بہتری کے لیے اقدامات کیے جا رہے ہیں اس موقع پر متعلقہ حکام نے بریفنگ دی اور بتایا کہ منصوبوں پر کام تیزی سے جاری ہے جبکہ صوبائی حکومتوں کے ساتھ مل کر عوام کو — [384, 1697, 565, 1816]
header-title: ڈی ایس پی انٹیلی جنس — [1376, 307, 1455, 332]
header-baqiya: بقیہ — [525, 785, 565, 808]
header-number: 32 — [575, 1753, 609, 1776]
story-text: اسلام آباد حکومت پاکستان نے عوام کی فلاح و بہبود کے لیے مختلف منصوبوں کا اعلان کیا ہے اور کہا ہے کہ ملک میں ترقی کا سفر جاری رہے گا وزیر اعظم نے اجلاس میں کہا کہ عوامی مسائل کے حل کے لیے تمام وسائل بروئے کار لائے جائیں گے اور معیشت کی بہتری کے لیے اقدامات کیے جا رہے ہیں اس موقع پر متعلقہ حکام نے بریفنگ دی اور بتایا کہ منصوبوں پر کام تیزی سے جاری ہے جبکہ صوبائی حکومتوں کے ساتھ مل کر عوام کو ریلیف فراہم کیا جائے گا اسلام آباد حکومت پاکستان نے عوام کی فلاح و بہبود کے لیے مختلف منصوبوں کا اعلان کیا ہے اور کہا ہے کہ ملک میں ترقی کا سفر جاری رہے گا وزیر اعظم نے اجلاس میں کہا کہ عوامی مسائل کے حل کے لیے تمام وسائل بروئے کار لائے جائیں گے اور معیشت کی بہتری کے لیے اقدامات کیے جا رہے ہیں اس موقع پر متعلقہ حکام نے بریفنگ دی اور بتایا کہ منصوبوں پر کام تیزی سے جاری ہے جبکہ صوبائی حکومتوں کے ساتھ مل کر عوام کو ریلیف فراہم کیا جائے گا اسلام آباد حکومت پاکستان نے عوام کی فلاح و بہبود کے لیے مختلف منصوبوں کا اعلان کیا ہے اور کہا ہے کہ ملک میں ترقی کا سفر جاری رہے گا وزیر اعظم نے اجلاس میں کہا کہ عوامی مسائل کے حل کے لیے تمام وسائل بروئے کار لائے جائیں گے اور معیشت کی بہتری کے لیے اقدامات کیے جا رہے ہیں اس موقع پر متعلقہ حکام نے بریفنگ دی اور بتایا کہ منصوبوں پر کام تیزی سے جاری ہے جبکہ صوبائی حکومتوں کے ساتھ مل کر عوام کو ریلیف فراہم کیا جائے گا اسلام آباد حکومت پاکستان نے عوام کی فلاح و بہبود کے لیے مختلف منصوبوں کا اعلان کیا ہے اور کہا ہے کہ ملک میں ترقی کا سفر جاری رہے گا وزیر اعظم نے اجلاس میں کہا کہ عوامی مسائل کے حل کے لیے تمام وسائل بروئے کار لائے جائیں گے اور معیشت کی بہتری کے لیے اقدامات کیے جا رہے ہیں اس موقع پر متعلقہ حکام نے بریفنگ دی اور بتایا کہ منصوبوں پر کام تیزی سے جاری ہے جبکہ صوبائی حکومتوں کے ساتھ — [1143, 757, 1310, 1295]
header-title: اختلافات — [262, 1598, 300, 1611]
header-title: رہائشی — [1022, 1079, 1058, 1092]
header-baqiya: بقیہ — [1455, 1058, 1495, 1081]
header-title: تعزیت — [1025, 639, 1054, 653]
story-text: اسلام آباد حکومت پاکستان نے عوام کی فلاح و بہبود کے لیے مختلف منصوبوں کا اعلان کیا ہے اور کہا ہے کہ ملک میں ترقی کا سفر جاری رہے گا وزیر اعظم نے اجلاس میں کہا کہ عوامی مسائل کے حل کے لیے تمام وسائل بروئے کار لائے جائیں گے اور معیشت کی بہتری کے لیے اقدامات کیے جا رہے ہیں اس موقع پر متعلقہ حکام نے بریفنگ دی اور بتایا کہ منصوبوں پر کام تیزی سے جاری ہے جبکہ — [5, 828, 184, 935]
story-text: اسلام آباد حکومت پاکستان نے عوام کی فلاح و بہبود کے لیے مختلف منصوبوں کا اعلان کیا ہے اور کہا ہے کہ ملک میں ترقی کا سفر جاری رہے گا وزیر اعظم نے اجلاس میں کہا کہ عوامی مسائل کے حل کے لیے تمام وسائل بروئے کار لائے جائیں گے اور معیشت کی — [194, 485, 375, 556]
page-label-box — [4, 33, 233, 102]
header-baqiya: بقیہ — [334, 1096, 375, 1119]
header-baqiya: بقیہ — [525, 108, 565, 131]
header-baqiya: بقیہ — [334, 1273, 375, 1296]
intro-text: اسلام آباد حکومت پاکستان نے عوام کی فلاح و بہبود کے لیے مختلف منصوبوں کا اعلان کیا ہے اور کہا ہے کہ ملک میں ترقی کا سفر جاری رہے گا وزیر اعظم نے اجلاس میں کہا کہ عوامی مسائل کے حل کے لیے تمام وسائل بروئے کار لائے جائیں گے اور معیشت کی بہتری کے لیے اقدامات کیے جا رہے ہیں اس موقع پر متعلقہ حکام نے بریفنگ دی اور بتایا — [952, 106, 1133, 200]
header-number: 13 — [952, 385, 987, 408]
header-baqiya: بقیہ — [1093, 1583, 1133, 1606]
continuation-header-42 — [193, 455, 375, 480]
header-title: وزیر مظفر — [1200, 473, 1248, 486]
continuation-header-5 — [1142, 182, 1311, 207]
header-title: عوام — [460, 625, 483, 638]
header-title: حملے — [270, 1160, 293, 1173]
continuation-header-30 — [574, 1432, 755, 1457]
story-text: اسلام آباد حکومت پاکستان نے عوام کی فلاح و بہبود کے لیے مختلف منصوبوں کا اعلان کیا ہے اور کہا ہے کہ ملک میں ترقی کا سفر جاری رہے گا وزیر اعظم نے اجلاس میں کہا کہ عوامی مسائل کے حل کے لیے تمام وسائل بروئے کار لائے جائیں گے اور معیشت کی — [194, 1018, 375, 1090]
continuation-header-55 — [4, 798, 185, 823]
header-number: 28 — [575, 755, 609, 778]
header-baqiya: بقیہ — [143, 1380, 184, 1403]
story-text: اسلام آباد حکومت پاکستان نے عوام کی فلاح و بہبود کے لیے مختلف منصوبوں کا اعلان کیا ہے اور کہا ہے کہ ملک میں ترقی کا سفر جاری رہے گا وزیر اعظم نے اجلاس میں کہا کہ عوامی مسائل کے حل کے لیے تمام وسائل بروئے کار لائے جائیں گے اور معیشت کی بہتری کے لیے اقدامات کیے جا رہے ہیں اس موقع پر متعلقہ حکام نے بریفنگ دی اور بتایا کہ منصوبوں پر کام تیزی سے جاری ہے جبکہ صوبائی حکومتوں کے ساتھ مل کر عوام کو ریلیف فراہم کیا جائے گا اسلام آباد حکومت پاکستان نے عوام کی فلاح و بہبود کے لیے مختلف منصوبوں کا اعلان کیا ہے اور کہا ہے کہ ملک میں ترقی کا سفر جاری رہے گا وزیر اعظم نے اجلاس میں کہا کہ عوامی مسائل کے حل کے لیے تمام وسائل بروئے کار لائے جائیں گے اور معیشت کی بہتری کے لیے اقدامات کیے جا رہے ہیں اس موقع پر متعلقہ حکام نے بریفنگ دی اور بتایا کہ منصوبوں پر کام تیزی سے جاری ہے جبکہ صوبائی حکومتوں کے ساتھ مل کر عوام کو ریلیف فراہم کیا جائے گا اسلام آباد حکومت پاکستان نے عوام کی فلاح و بہبود کے لیے مختلف منصوبوں کا اعلان کیا ہے اور کہا ہے کہ ملک میں ترقی کا سفر جاری رہے گا وزیر اعظم نے اجلاس میں کہا کہ عوامی مسائل کے حل کے لیے تمام وسائل بروئے کار لائے جائیں گے اور معیشت کی بہتری کے لیے اقدامات کیے جا رہے ہیں اس موقع پر متعلقہ حکام نے بریفنگ دی اور بتایا کہ منصوبوں پر کام تیزی سے جاری ہے جبکہ — [575, 783, 754, 1153]
header-title: صدر مملکت — [1196, 188, 1252, 201]
story-text: اسلام آباد حکومت پاکستان نے عوام کی — [1143, 449, 1310, 461]
header-number: 5 — [1143, 183, 1177, 206]
story-text: اسلام آباد حکومت پاکستان نے عوام کی فلاح و بہبود کے لیے مختلف منصوبوں کا اعلان کیا ہے اور کہا ہے کہ ملک میں ترقی کا سفر جاری رہے گا وزیر اعظم نے اجلاس میں کہا کہ عوامی مسائل کے حل کے لیے تمام وسائل بروئے کار لائے جائیں گے اور معیشت کی بہتری کے لیے اقدامات کیے جا رہے ہیں اس موقع پر متعلقہ حکام نے بریفنگ دی اور بتایا کہ منصوبوں پر کام تیزی سے جاری ہے جبکہ صوبائی حکومتوں کے ساتھ مل کر عوام کو ریلیف فراہم کیا جائے گا اسلام آباد حکومت پاکستان نے عوام کی فلاح و بہبود کے لیے مختلف منصوبوں کا اعلان کیا ہے اور کہا ہے کہ ملک میں ترقی کا سفر جاری رہے گا وزیر اعظم نے اجلاس میں کہا کہ عوامی مسائل کے حل کے لیے تمام وسائل بروئے کار لائے جائیں گے اور معیشت کی بہتری کے لیے اقدامات کیے جا رہے ہیں اس موقع پر متعلقہ حکام نے بریفنگ دی اور بتایا کہ منصوبوں پر کام تیزی سے جاری ہے جبکہ صوبائی حکومتوں کے ساتھ مل کر عوام کو ریلیف — [952, 817, 1133, 1067]
header-title: اختلاف — [835, 663, 866, 677]
story-text: اسلام آباد حکومت پاکستان نے عوام کی فلاح و بہبود کے لیے مختلف منصوبوں کا اعلان کیا ہے اور کہا ہے کہ ملک میں ترقی کا سفر جاری رہے گا وزیر اعظم نے اجلاس میں کہا کہ عوامی مسائل کے حل کے لیے تمام وسائل بروئے کار لائے جائیں گے اور معیشت کی بہتری کے لیے اقدامات کیے جا رہے ہیں اس موقع پر متعلقہ حکام نے بریفنگ دی اور بتایا کہ منصوبوں پر کام تیزی سے جاری ہے جبکہ صوبائی حکومتوں کے ساتھ مل کر عوام کو ریلیف فراہم کیا جائے گا اسلام آباد حکومت پاکستان نے عوام کی فلاح و بہبود کے لیے مختلف منصوبوں کا اعلان کیا ہے اور کہا ہے کہ ملک میں ترقی کا سفر جاری رہے گا وزیر اعظم نے اجلاس میں کہا کہ عوامی مسائل کے حل کے لیے تمام وسائل — [1143, 212, 1310, 414]
header-baqiya: بقیہ — [525, 1640, 565, 1663]
story-text: اسلام آباد حکومت پاکستان نے عوام کی فلاح و بہبود کے لیے مختلف منصوبوں کا اعلان کیا ہے اور کہا ہے کہ ملک میں ترقی کا سفر جاری رہے گا وزیر اعظم نے اجلاس میں کہا کہ عوامی مسائل کے حل کے لیے تمام وسائل بروئے کار لائے جائیں گے اور معیشت کی بہتری کے لیے اقدامات کیے جا رہے ہیں اس موقع پر متعلقہ حکام نے بریفنگ دی اور بتایا — [952, 1612, 1133, 1707]
ekachery-line: 0544-9270377 — [195, 1703, 279, 1717]
header-baqiya: بقیہ — [334, 1593, 375, 1616]
header-number: 57 — [5, 1298, 39, 1322]
story-text: اسلام آباد حکومت پاکستان نے عوام کی فلاح و بہبود کے لیے مختلف منصوبوں کا اعلان کیا ہے اور کہا ہے کہ ملک میں ترقی کا سفر جاری رہے گا وزیر اعظم نے اجلاس میں کہا کہ عوامی مسائل کے حل کے لیے تمام وسائل بروئے کار لائے جائیں گے اور معیشت کی — [5, 1622, 184, 1693]
continuation-header-46 — [193, 1095, 375, 1120]
header-number: 20 — [763, 326, 798, 349]
story-text: اسلام آباد حکومت پاکستان نے عوام کی فلاح و بہبود کے لیے مختلف منصوبوں کا اعلان کیا ہے اور کہا ہے کہ ملک میں ترقی کا سفر جاری رہے گا وزیر اعظم نے اجلاس میں کہا کہ عوامی مسائل کے حل کے لیے تمام وسائل بروئے کار لائے جائیں گے اور معیشت کی بہتری کے لیے اقدامات کیے جا رہے ہیں اس موقع پر متعلقہ حکام نے بریفنگ دی اور بتایا کہ منصوبوں پر کام تیزی سے جاری ہے جبکہ صوبائی حکومتوں کے ساتھ مل کر عوام کو ریلیف فراہم کیا جائے گا اسلام آباد حکومت پاکستان نے عوام کی فلاح و بہبود کے لیے مختلف منصوبوں کا اعلان کیا ہے اور کہا ہے کہ ملک میں ترقی کا سفر جاری رہے گا وزیر اعظم نے اجلاس میں کہا کہ عوامی مسائل کے حل کے لیے تمام وسائل بروئے کار لائے جائیں گے اور معیشت کی بہتری کے لیے اقدامات کیے جا رہے ہیں اس موقع پر متعلقہ حکام نے بریفنگ دی اور بتایا کہ منصوبوں پر کام تیزی سے جاری ہے جبکہ — [575, 1188, 754, 1426]
ekachery-line: SE IESCO Attock E-Kachery — [195, 1622, 370, 1636]
header-number: 19 — [952, 1583, 987, 1606]
page-title: بقیہ جات — [1216, 34, 1434, 99]
story-text: اسلام آباد حکومت پاکستان نے عوام کی فلاح و بہبود کے لیے مختلف منصوبوں کا اعلان کیا ہے اور کہا ہے کہ ملک میں ترقی کا سفر جاری رہے گا وزیر اعظم نے اجلاس میں کہا کہ عوامی مسائل کے حل کے لیے تمام وسائل بروئے کار لائے جائیں گے اور معیشت کی بہتری کے لیے اقدامات کیے جا رہے ہیں اس موقع پر متعلقہ حکام نے بریفنگ دی اور بتایا کہ منصوبوں پر کام تیزی سے جاری ہے جبکہ صوبائی حکومتوں کے ساتھ مل کر عوام کو ریلیف فراہم کیا جائے گا اسلام آباد حکومت پاکستان نے عوام کی فلاح و بہبود کے لیے مختلف منصوبوں کا اعلان کیا ہے اور کہا ہے کہ ملک میں ترقی کا سفر جاری رہے گا وزیر اعظم نے اجلاس میں کہا کہ عوامی مسائل کے حل کے لیے تمام وسائل بروئے کار لائے جائیں گے اور معیشت کی بہتری کے لیے اقدامات کیے جا رہے ہیں اس موقع پر متعلقہ حکام نے بریفنگ دی اور بتایا کہ منصوبوں پر کام تیزی سے جاری ہے جبکہ صوبائی حکومتوں کے ساتھ مل کر عوام کو ریلیف فراہم کیا جائے گا اسلام آباد حکومت پاکستان نے عوام کی فلاح و بہبود کے لیے مختلف منصوبوں کا اعلان کیا ہے اور کہا ہے کہ ملک — [194, 591, 375, 878]
story-text: اسلام آباد حکومت پاکستان نے عوام کی فلاح و بہبود کے لیے مختلف منصوبوں کا اعلان کیا ہے اور کہا ہے کہ ملک میں ترقی کا سفر جاری رہے گا وزیر اعظم نے اجلاس میں کہا کہ عوامی مسائل کے حل کے لیے تمام وسائل بروئے کار لائے جائیں گے اور معیشت کی بہتری کے لیے اقدامات کیے جا رہے ہیں اس موقع پر متعلقہ حکام نے بریفنگ دی اور بتایا کہ منصوبوں پر کام تیزی سے جاری ہے جبکہ صوبائی حکومتوں کے ساتھ مل کر عوام کو ریلیف فراہم کیا جائے گا اسلام آباد حکومت پاکستان نے عوام کی فلاح و بہبود کے لیے مختلف منصوبوں کا اعلان کیا ہے اور کہا ہے کہ ملک میں ترقی کا سفر جاری رہے گا وزیر اعظم نے اجلاس میں کہا کہ عوامی مسائل کے حل کے لیے تمام وسائل بروئے کار لائے جائیں گے اور معیشت کی بہتری کے لیے اقدامات کیے جا رہے ہیں اس موقع پر متعلقہ — [952, 413, 1133, 628]
header-baqiya: بقیہ — [334, 456, 375, 479]
header-title: مصروف عمل — [441, 1673, 503, 1686]
masthead — [0, 29, 1500, 104]
header-number: 21 — [763, 493, 798, 516]
header-number: 17 — [952, 1311, 987, 1334]
header-baqiya: بقیہ — [713, 1160, 754, 1183]
header-title: فیصلہ — [77, 946, 106, 960]
header-number: 10 — [1143, 1622, 1177, 1645]
header-title: آغا کرید — [264, 995, 298, 1009]
header-title: شرکت — [76, 141, 107, 154]
header-title: فضل الرحمان — [1374, 634, 1435, 648]
header-number: 41 — [194, 350, 228, 373]
ekachery-line: 0543-668500 — [195, 1676, 272, 1690]
continuation-header-48 — [193, 1272, 375, 1297]
header-baqiya: بقیہ — [334, 563, 375, 586]
header-number: 16 — [952, 1074, 987, 1097]
header-title: پاکستان اسٹیل — [439, 1028, 504, 1041]
header-title: قتل شدہ — [1020, 1447, 1060, 1460]
column-4 — [761, 104, 945, 2464]
header-number: 4 — [1320, 1236, 1355, 1259]
header-baqiya: بقیہ — [1093, 1074, 1133, 1097]
story-text: اسلام آباد حکومت پاکستان نے عوام کی فلاح و بہبود کے لیے مختلف منصوبوں کا اعلان کیا ہے اور کہا ہے کہ ملک میں ترقی کا سفر جاری رہے گا وزیر اعظم نے اجلاس میں کہا کہ عوامی مسائل کے حل کے لیے تمام وسائل بروئے کار لائے جائیں گے اور معیشت کی بہتری کے لیے اقدامات کیے جا رہے ہیں اس موقع پر متعلقہ حکام نے بریفنگ دی اور بتایا کہ منصوبوں پر کام تیزی سے جاری ہے جبکہ صوبائی حکومتوں کے ساتھ مل کر عوام کو ریلیف فراہم کیا جائے گا اسلام آباد حکومت — [1143, 1650, 1310, 1793]
header-number: 50 — [194, 1593, 228, 1616]
header-title: کارروائیاں — [69, 1598, 114, 1611]
continuation-header-47 — [193, 1154, 375, 1179]
header-title: ملکی بجری — [824, 1399, 876, 1413]
story-text: اسلام آباد حکومت پاکستان نے عوام کی فلاح و بہبود کے لیے مختلف منصوبوں کا اعلان کیا ہے اور کہا ہے کہ ملک میں ترقی کا سفر جاری رہے گا وزیر اعظم نے اجلاس میں کہا کہ عوامی مسائل کے حل کے لیے تمام وسائل بروئے کار لائے جائیں گے اور معیشت کی بہتری کے لیے اقدامات کیے جا رہے ہیں اس موقع پر متعلقہ حکام نے بریفنگ دی اور بتایا کہ منصوبوں پر کام تیزی سے جاری ہے جبکہ صوبائی حکومتوں کے ساتھ مل کر عوام کو ریلیف فراہم کیا جائے گا اسلام آباد حکومت پاکستان نے عوام کی فلاح و بہبود کے لیے مختلف منصوبوں کا اعلان کیا ہے اور کہا ہے کہ ملک میں ترقی کا سفر جاری رہے گا وزیر اعظم نے اجلاس میں کہا کہ عوامی مسائل کے حل کے لیے تمام وسائل بروئے کار لائے جائیں گے اور معیشت کی بہتری کے لیے اقدامات کیے جا رہے ہیں اس موقع پر متعلقہ حکام نے بریفنگ دی اور بتایا کہ منصوبوں پر کام تیزی سے جاری ہے جبکہ صوبائی حکومتوں کے ساتھ مل کر عوام کو ریلیف فراہم کیا جائے گا اسلام آباد حکومت پاکستان نے عوام کی فلاح و بہبود کے لیے مختلف منصوبوں کا — [1320, 337, 1495, 623]
date-urdu: منگل،22 اپریل، 2025ء — [1349, 5, 1492, 21]
header-number: 53 — [5, 575, 39, 598]
story-text: اسلام آباد حکومت پاکستان نے عوام کی فلاح و بہبود کے لیے مختلف منصوبوں کا اعلان کیا ہے اور کہا ہے کہ ملک میں ترقی کا سفر جاری رہے گا وزیر اعظم نے اجلاس میں کہا کہ عوامی مسائل کے حل کے لیے تمام وسائل بروئے کار لائے جائیں گے اور معیشت کی بہتری کے لیے اقدامات کیے جا رہے ہیں اس موقع پر متعلقہ حکام نے بریفنگ دی اور بتایا — [952, 1340, 1133, 1435]
header-number: 49 — [194, 1439, 228, 1462]
header-number: 22 — [763, 658, 798, 681]
header-baqiya: بقیہ — [334, 1439, 375, 1462]
header-title: خواتین — [1208, 1305, 1239, 1319]
header-baqiya: بقیہ — [525, 1668, 565, 1691]
ad-title: اشتہار برائے پیشی — [1337, 114, 1478, 132]
header-title: نام — [655, 1758, 668, 1771]
continuation-header-21 — [763, 492, 944, 517]
header-number: 45 — [194, 990, 228, 1014]
story-text: اسلام آباد حکومت پاکستان نے عوام کی فلاح و بہبود کے لیے مختلف منصوبوں کا اعلان کیا ہے اور کہا ہے کہ ملک میں ترقی کا سفر جاری رہے گا وزیر اعظم نے اجلاس میں کہا کہ عوامی مسائل کے حل کے لیے تمام وسائل بروئے کار لائے جائیں گے اور معیشت کی — [194, 912, 375, 984]
header-baqiya: بقیہ — [902, 990, 943, 1014]
header-title: اسلام — [649, 1616, 674, 1630]
column-5 — [572, 104, 757, 2464]
story-text: اسلام آباد حکومت پاکستان نے عوام کی فلاح و بہبود کے لیے مختلف منصوبوں کا اعلان کیا ہے اور کہا ہے کہ ملک میں ترقی کا سفر جاری رہے گا وزیر اعظم نے اجلاس میں کہا — [5, 745, 184, 792]
story-text: اسلام آباد حکومت پاکستان نے عوام کی فلاح و بہبود کے لیے مختلف منصوبوں کا اعلان کیا ہے اور کہا ہے کہ ملک میں ترقی کا سفر جاری رہے گا وزیر اعظم نے اجلاس میں کہا کہ عوامی مسائل کے حل کے لیے تمام وسائل بروئے کار لائے جائیں گے اور معیشت کی بہتری کے لیے اقدامات کیے جا رہے ہیں اس موقع پر متعلقہ حکام نے بریفنگ دی اور بتایا کہ منصوبوں پر کام تیزی سے جاری ہے جبکہ صوبائی حکومتوں کے ساتھ مل کر عوام کو ریلیف فراہم کیا جائے گا اسلام آباد حکومت پاکستان نے عوام کی فلاح و بہبود کے لیے مختلف منصوبوں کا اعلان کیا ہے اور کہا ہے کہ ملک میں ترقی کا سفر جاری رہے گا وزیر اعظم نے اجلاس میں کہا کہ عوامی مسائل کے حل کے لیے تمام وسائل بروئے کار لائے جائیں گے اور معیشت کی بہتری کے لیے اقدامات کیے جا رہے ہیں اس موقع پر متعلقہ حکام نے بریفنگ دی اور بتایا کہ منصوبوں پر کام تیزی سے جاری ہے جبکہ صوبائی حکومتوں کے ساتھ مل کر عوام کو ریلیف فراہم کیا جائے گا اسلام آباد حکومت پاکستان نے عوام کی فلاح و بہبود کے لیے مختلف منصوبوں کا اعلان کیا ہے اور کہا ہے کہ ملک میں ترقی کا سفر جاری رہے گا وزیر اعظم نے اجلاس میں کہا کہ عوامی مسائل کے حل کے لیے تمام وسائل بروئے کار لائے جائیں گے اور معیشت کی بہتری کے لیے اقدامات کیے جا رہے ہیں اس موقع پر متعلقہ حکام نے بریفنگ دی اور بتایا کہ — [763, 1744, 943, 2102]
header-number: 23 — [763, 824, 798, 847]
header-title: منصوبے جلد — [65, 804, 117, 817]
